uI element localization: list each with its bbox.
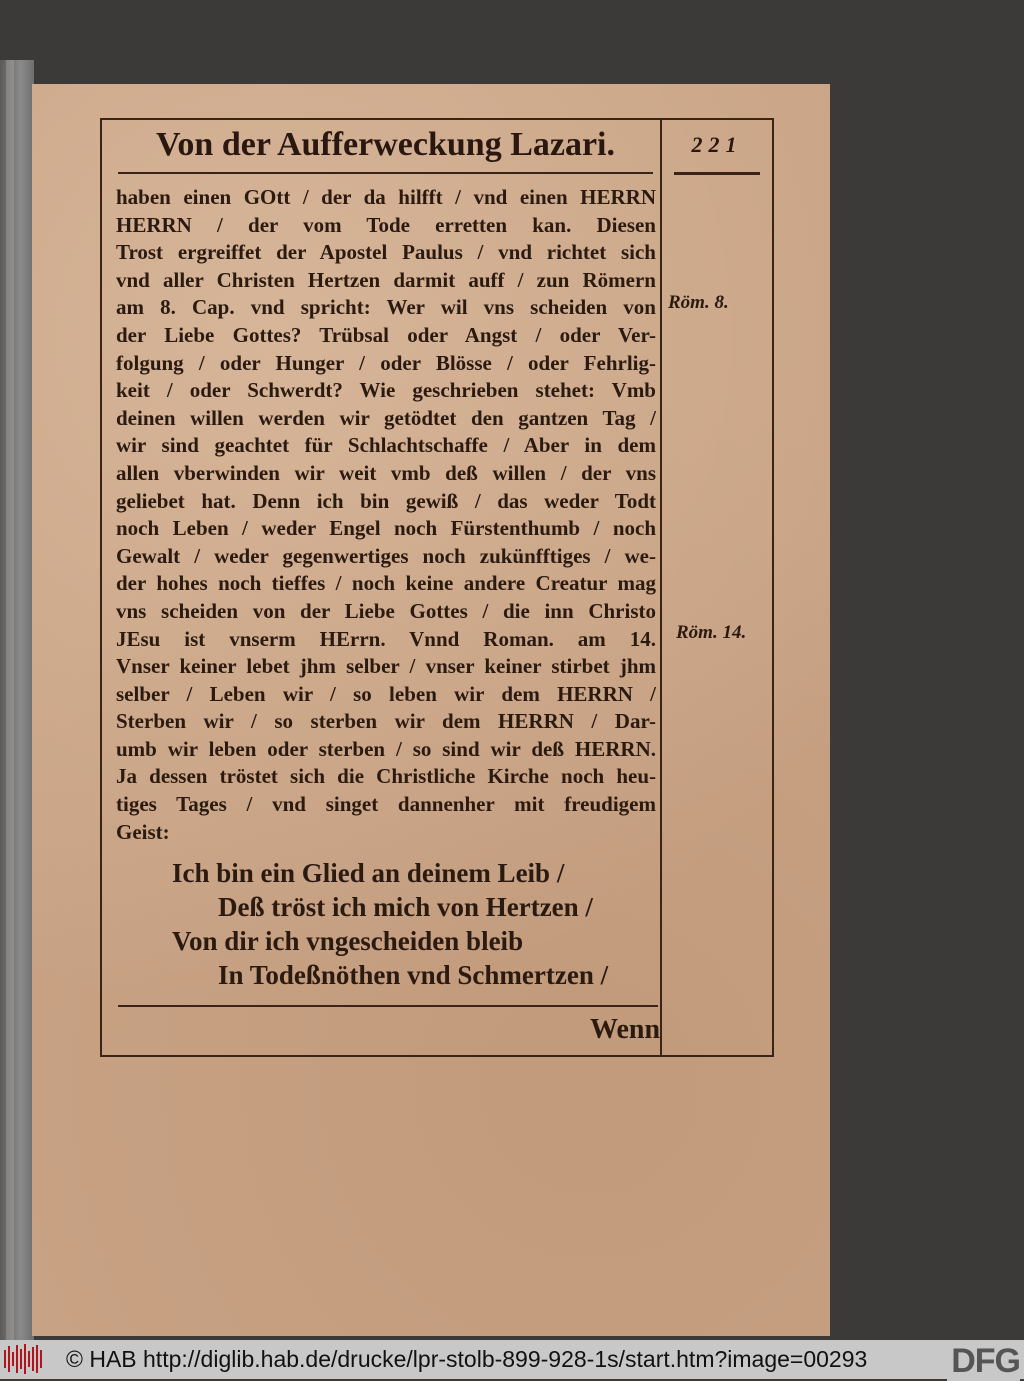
- text-line: Ja dessen tröstet sich die Christliche Kirche noch heu-: [116, 764, 656, 789]
- hab-logo-icon: [4, 1344, 44, 1374]
- dfg-logo: DFG: [947, 1342, 1020, 1381]
- copyright-url[interactable]: © HAB http://diglib.hab.de/drucke/lpr-stolb-899-928-1s/start.htm?image=00293: [66, 1346, 868, 1372]
- text-line: tiges Tages / vnd singet dannenher mit freudigem: [116, 792, 656, 817]
- page-number-rule: [674, 172, 760, 175]
- verse-line: Von dir ich vngescheiden bleib: [172, 926, 524, 956]
- verse-line: Ich bin ein Glied an deinem Leib /: [172, 858, 565, 888]
- text-line: wir sind geachtet für Schlachtschaffe / Aber in dem: [116, 433, 656, 458]
- text-line: der Liebe Gottes? Trübsal oder Angst / oder Ver-: [116, 322, 656, 347]
- text-line: Geist:: [116, 819, 170, 844]
- text-line: Trost ergreiffet der Apostel Paulus / vnd richtet sich: [116, 240, 656, 265]
- text-line: vnd aller Christen Hertzen darmit auff / zun Römern: [116, 267, 656, 292]
- text-line: folgung / oder Hunger / oder Blösse / oder Fehrlig-: [116, 350, 656, 375]
- text-line: allen vberwinden wir weit vmb deß willen / der vns: [116, 460, 656, 485]
- text-line: vns scheiden von der Liebe Gottes / die inn Christo: [116, 598, 656, 623]
- text-line: Vnser keiner lebet jhm selber / vnser keiner stirbet jhm: [116, 654, 656, 679]
- header-rule: [118, 172, 653, 174]
- text-line: haben einen GOtt / der da hilfft / vnd einen HERRN: [116, 185, 656, 209]
- text-line: geliebet hat. Denn ich bin gewiß / das weder Todt: [116, 488, 656, 513]
- bottom-rule: [118, 1005, 658, 1007]
- text-line: der hohes noch tieffes / noch keine andere Creatur mag: [116, 571, 656, 596]
- catchword: Wenn: [590, 1014, 661, 1045]
- footer-bar: [0, 1340, 1024, 1379]
- text-line: Gewalt / weder gegenwertiges noch zukünfftiges / we-: [116, 543, 656, 568]
- text-line: JEsu ist vnserm HErrn. Vnnd Roman. am 14.: [116, 626, 656, 651]
- text-line: selber / Leben wir / so leben wir dem HERRN /: [116, 681, 656, 706]
- text-line: deinen willen werden wir getödtet den gantzen Tag /: [116, 405, 656, 430]
- margin-note: Röm. 14.: [676, 622, 747, 643]
- text-line: am 8. Cap. vnd spricht: Wer wil vns scheiden von: [116, 295, 656, 320]
- text-line: noch Leben / weder Engel noch Fürstenthumb / noch: [116, 516, 656, 541]
- text-line: HERRN / der vom Tode erretten kan. Diesen: [116, 212, 656, 237]
- text-line: Sterben wir / so sterben wir dem HERRN / Dar-: [116, 709, 656, 734]
- body-text: [116, 184, 656, 846]
- page-number: 221: [691, 132, 743, 157]
- text-line: keit / oder Schwerdt? Wie geschrieben stehet: Vmb: [116, 378, 656, 403]
- verse-line: Deß tröst ich mich von Hertzen /: [218, 892, 593, 922]
- verse-line: In Todeßnöthen vnd Schmertzen /: [218, 960, 609, 990]
- previous-page-highlight: [6, 60, 14, 1340]
- running-head: Von der Aufferweckung Lazari.: [156, 126, 615, 163]
- margin-note: Röm. 8.: [668, 292, 729, 313]
- text-line: umb wir leben oder sterben / so sind wir deß HERRN.: [116, 736, 656, 761]
